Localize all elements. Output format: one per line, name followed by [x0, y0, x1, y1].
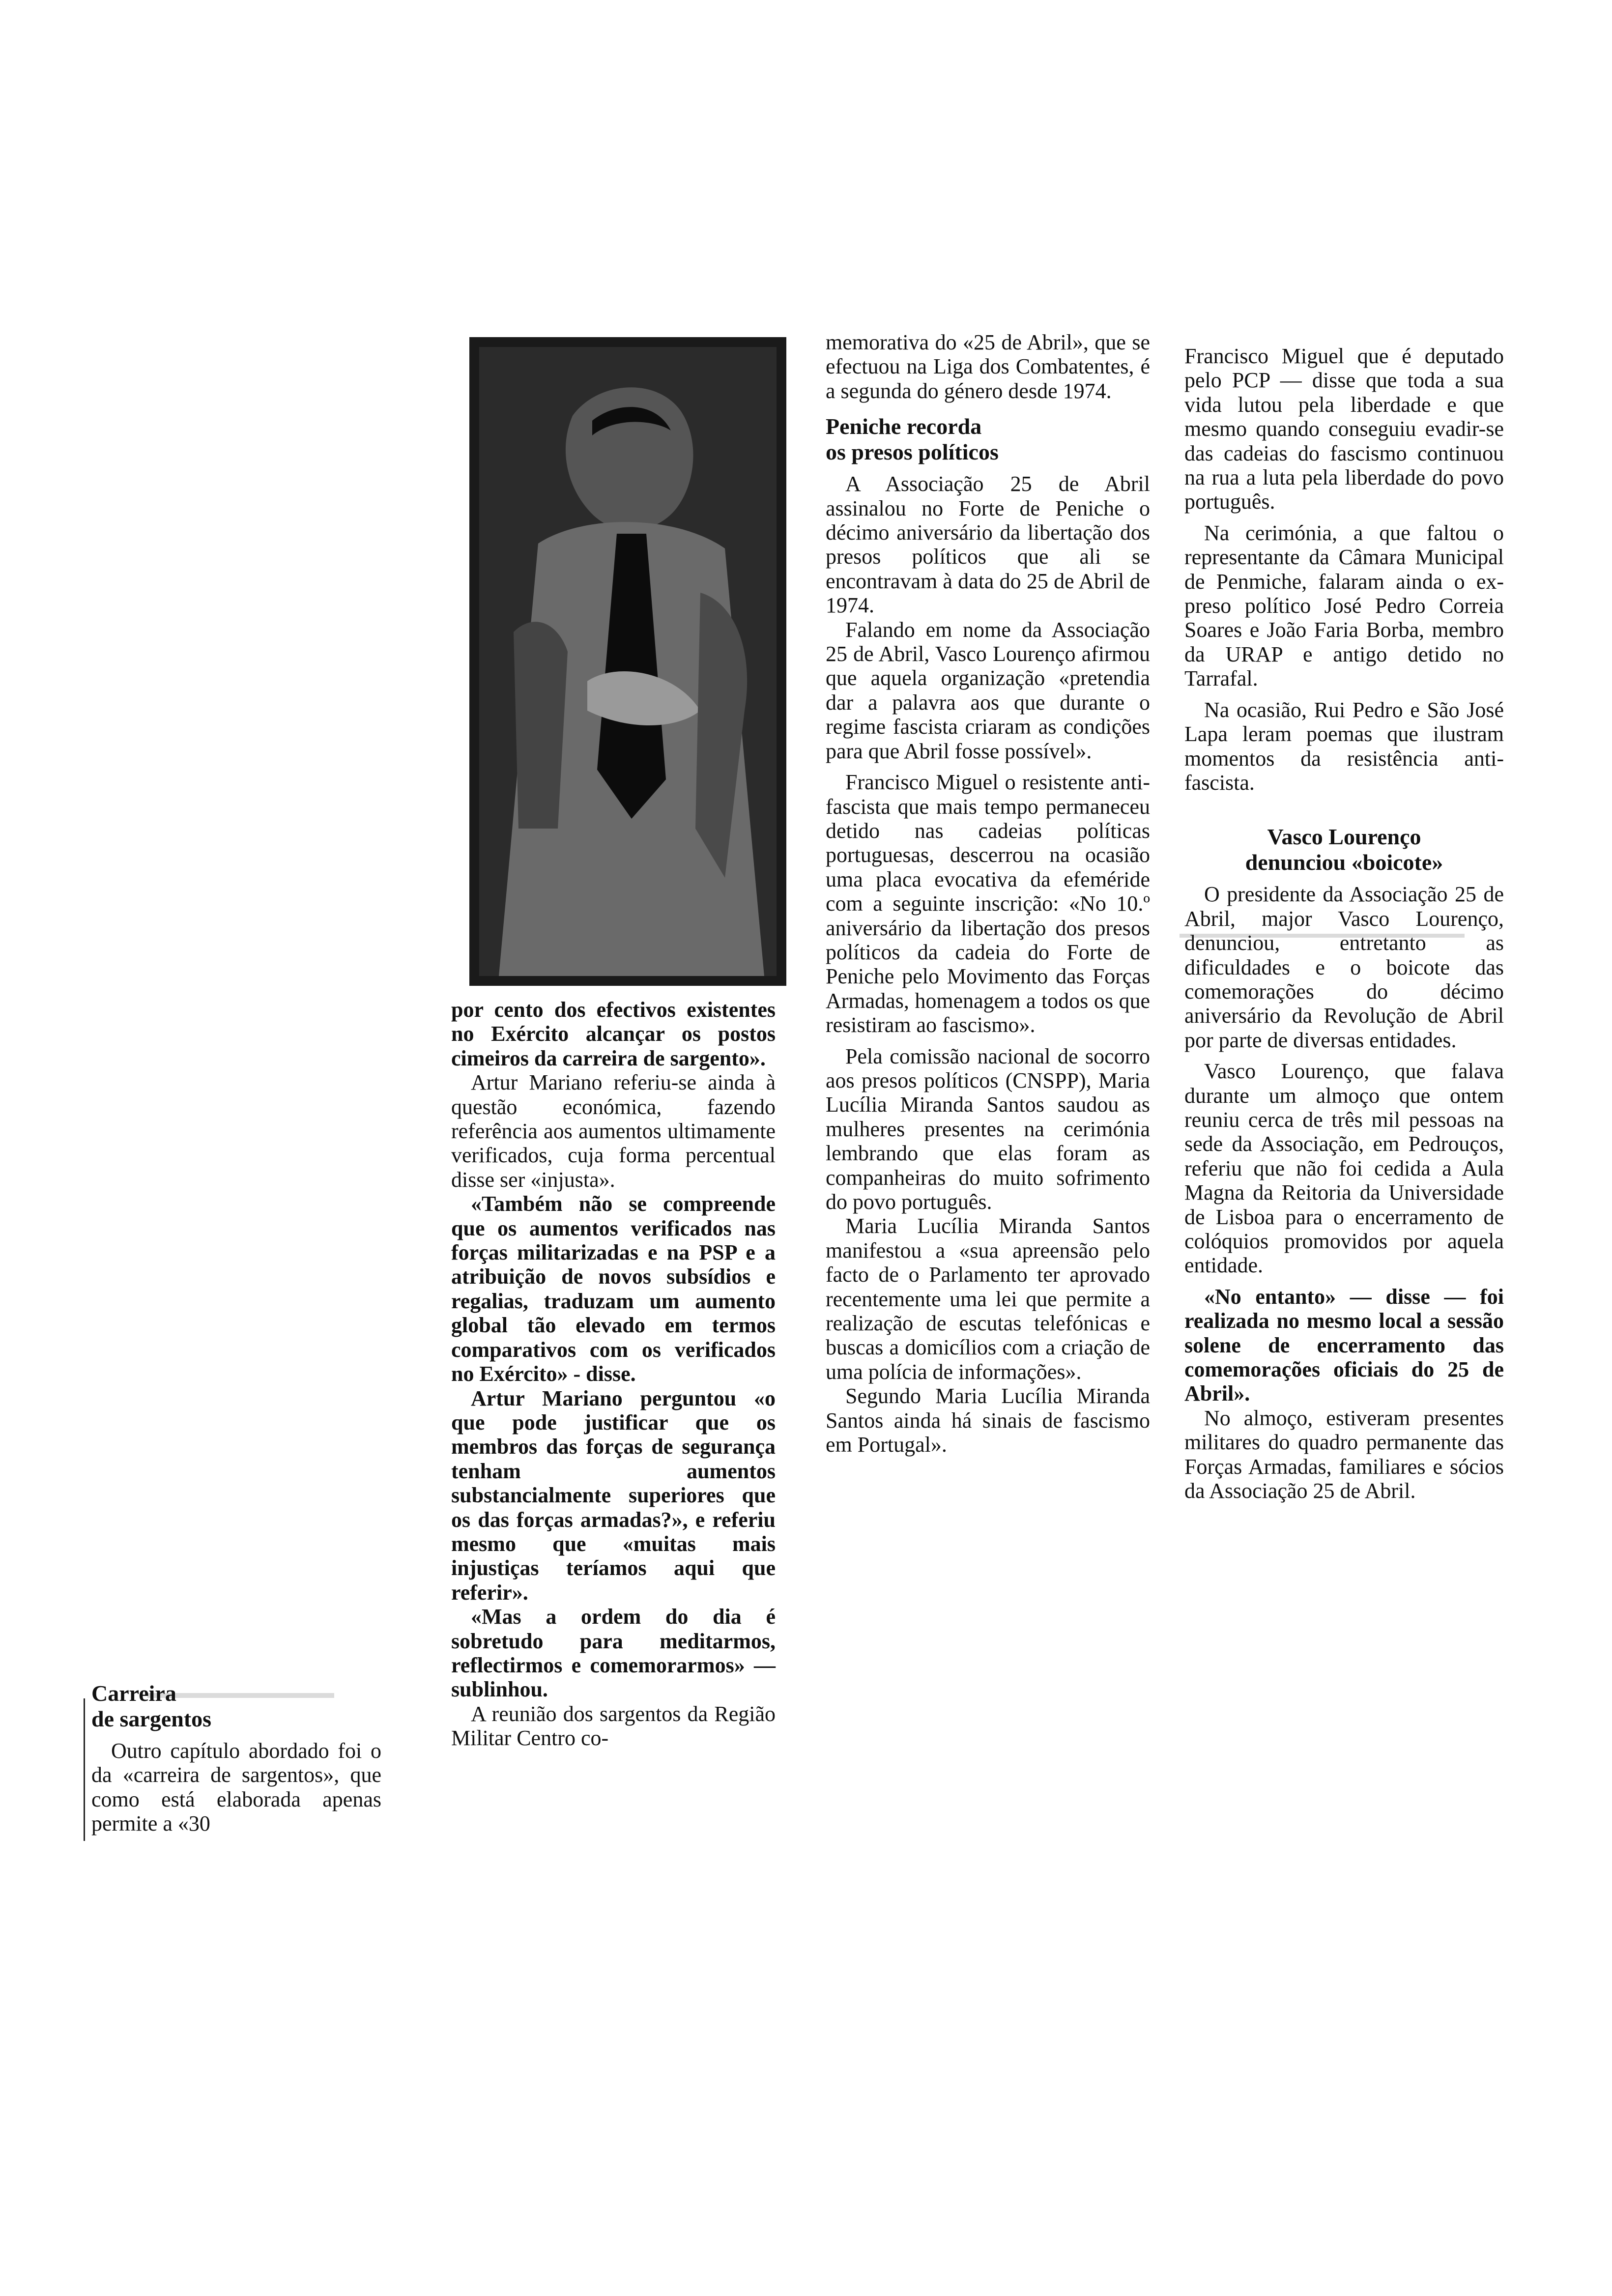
paragraph: A Associação 25 de Abril assinalou no Forte de Peniche o décimo aniversário da libertação dos presos políticos que ali se encontravam à data do 25 de Abril de 1974. [826, 472, 1150, 618]
paragraph: Francisco Miguel o resistente anti-fascista que mais tempo permaneceu detido nas cadeias políticas portuguesas, descerrou na ocasião uma placa evocativa da efeméride com a seguinte inscrição: «No 10.º aniversário da libertação dos presos políticos da cadeia do Forte de Peniche pelo Movimento das Forças Armadas, homenagem a todos os que resistiram ao fascismo». [826, 770, 1150, 1037]
paragraph: Maria Lucília Miranda Santos manifestou a «sua apreensão pelo facto de o Parlamento ter aprovado recentemente uma lei que permite a realização de escutas telefónicas e buscas a domicílios com a criação de uma polícia de informações». [826, 1214, 1150, 1384]
heading-carreira: Carreira de sargentos [91, 1681, 212, 1731]
paragraph: «No entanto» — disse — foi realizada no mesmo local a sessão solene de encerramento das comemorações oficiais do 25 de Abril». [1184, 1284, 1504, 1406]
column-peniche [826, 330, 1150, 1457]
paragraph: «Mas a ordem do dia é sobretudo para meditarmos, reflectirmos e comemorarmos» — sublinhou. [451, 1605, 776, 1702]
paragraph: Pela comissão nacional de socorro aos presos políticos (CNSPP), Maria Lucília Miranda Santos saudou as mulheres presentes na cerimónia lembrando que elas foram as companheiras do muito sofrimento do povo português. [826, 1044, 1150, 1214]
column-sargentos [451, 998, 776, 1751]
paragraph: Na ocasião, Rui Pedro e São José Lapa leram poemas que ilustram momentos da resistência anti-fascista. [1184, 697, 1504, 795]
paragraph: A reunião dos sargentos da Região Militar Centro co- [451, 1701, 776, 1751]
photo-figure [469, 337, 786, 986]
heading-vasco: Vasco Lourenço denunciou «boicote» [1245, 824, 1443, 875]
paragraph: No almoço, estiveram presentes militares do quadro permanente das Forças Armadas, familiares e sócios da Associação 25 de Abril. [1184, 1406, 1504, 1503]
paragraph: por cento dos efectivos existentes no Exército alcançar os postos cimeiros da carreira de sargento». [451, 998, 776, 1070]
paragraph: Artur Mariano perguntou «o que pode justificar que os membros das forças de segurança tenham aumentos substancialmente superiores que os das forças armadas?», e referiu mesmo que «muitas mais injustiças teríamos aqui que referir». [451, 1386, 776, 1605]
paragraph: Na cerimónia, a que faltou o representante da Câmara Municipal de Penmiche, falaram ainda o ex-preso político José Pedro Correia Soares e João Faria Borba, membro da URAP e antigo detido no Tarrafal. [1184, 520, 1504, 691]
paragraph: Francisco Miguel que é deputado pelo PCP — disse que toda a sua vida lutou pela liberdade e que mesmo quando conseguiu evadir-se das cadeias do fascismo continuou na rua a luta pela liberdade do povo português. [1184, 344, 1504, 514]
paragraph: O presidente da Associação 25 de Abril, major Vasco Lourenço, denunciou, entretanto as dificuldades e o boicote das comemorações do décimo aniversário da Revolução de Abril por parte de diversas entidades. [1184, 882, 1504, 1052]
paragraph: Vasco Lourenço, que falava durante um almoço que ontem reuniu cerca de três mil pessoas na sede da Associação, em Pedrouços, referiu que não foi cedida a Aula Magna da Reitoria da Universidade de Lisboa para o encerramento de colóquios promovidos por aquela entidade. [1184, 1059, 1504, 1278]
paragraph: Artur Mariano referiu-se ainda à questão económica, fazendo referência aos aumentos ultimamente verificados, cuja forma percentual disse ser «injusta». [451, 1070, 776, 1192]
paragraph: Segundo Maria Lucília Miranda Santos ainda há sinais de fascismo em Portugal». [826, 1384, 1150, 1457]
column-vasco [1184, 344, 1504, 1503]
paragraph: Falando em nome da Associação 25 de Abril, Vasco Lourenço afirmou que aquela organização «pretendia dar a palavra aos que durante o regime fascista criaram as condições para que Abril fosse possível». [826, 617, 1150, 763]
column-carreira [91, 1670, 381, 1836]
news-photo [469, 337, 786, 986]
paragraph: Outro capítulo abordado foi o da «carreira de sargentos», que como está elaborada apenas permite a «30 [91, 1739, 381, 1836]
margin-bracket [84, 1698, 90, 1841]
heading-peniche: Peniche recorda os presos políticos [826, 414, 999, 465]
paragraph: memorativa do «25 de Abril», que se efectuou na Liga dos Combatentes, é a segunda do género desde 1974. [826, 330, 1150, 403]
paragraph: «Também não se compreende que os aumentos verificados nas forças militarizadas e na PSP e a atribuição de novos subsídios e regalias, traduzam um aumento global tão elevado em termos comparativos com os verificados no Exército» - disse. [451, 1192, 776, 1386]
